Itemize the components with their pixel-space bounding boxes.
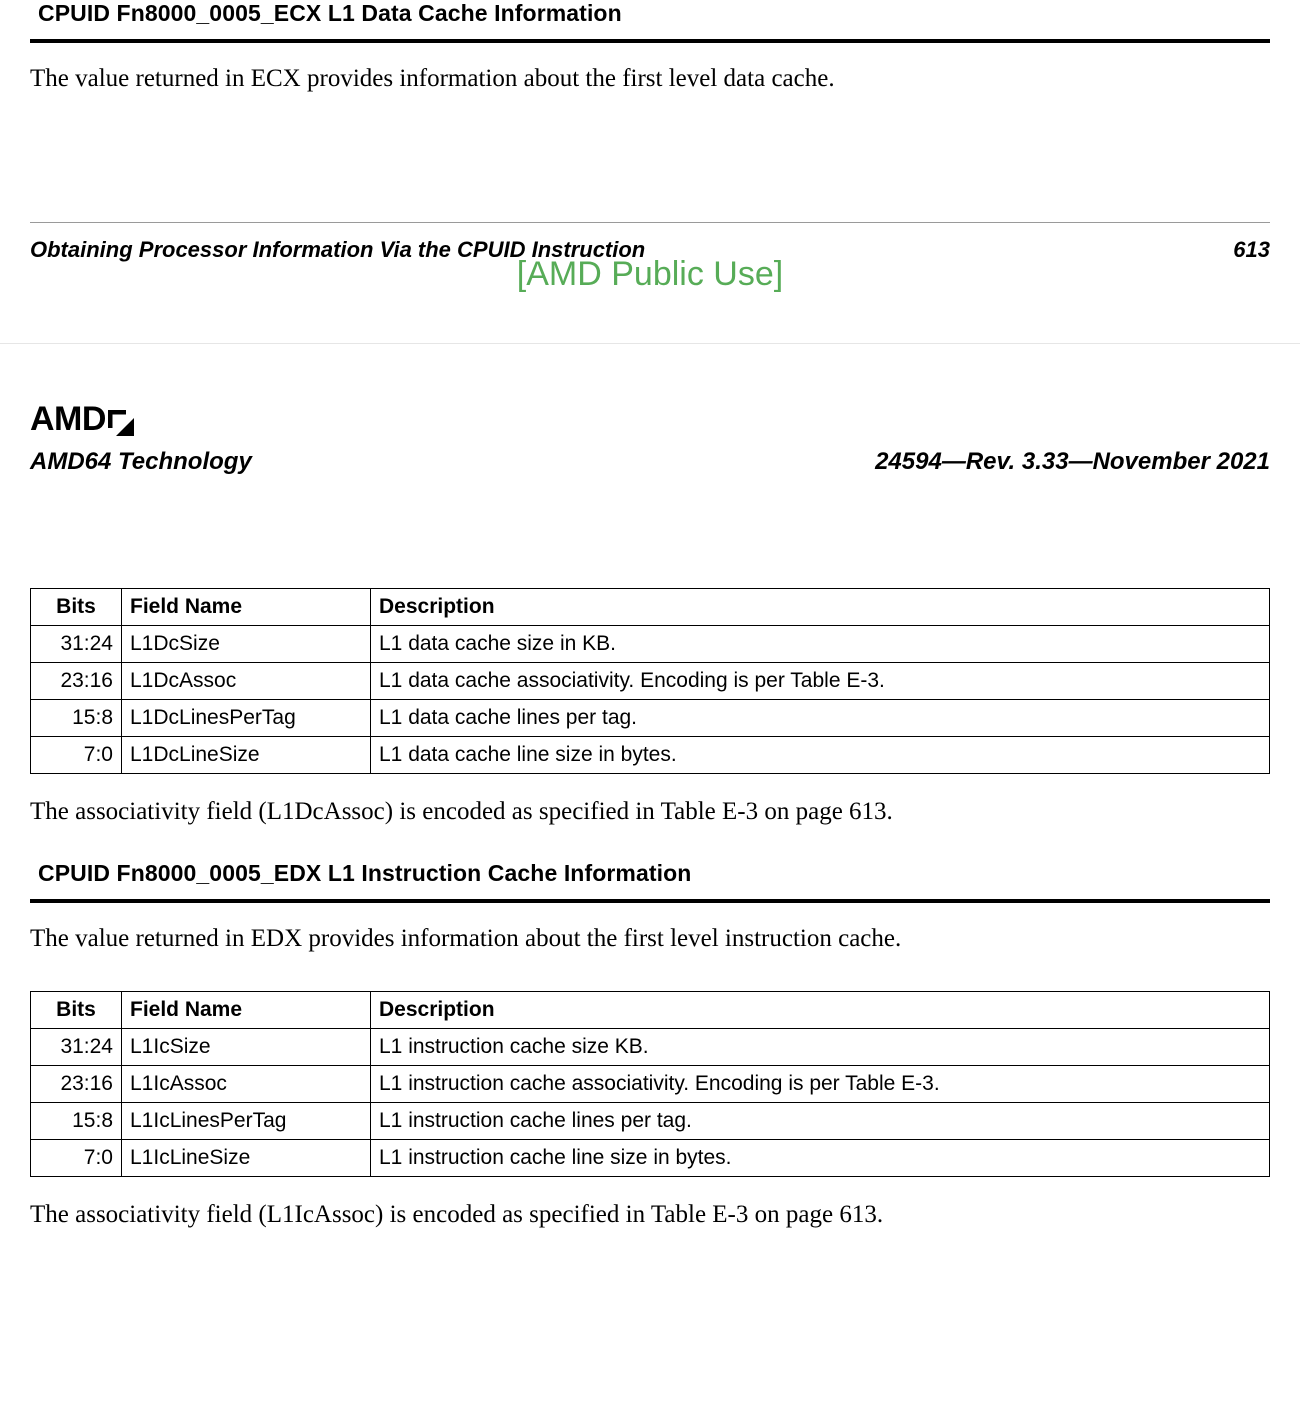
cell-bits: 23:16 <box>31 1065 122 1102</box>
heading-rule <box>30 39 1270 43</box>
table-row <box>31 1028 1270 1065</box>
cell-bits: 7:0 <box>31 1139 122 1176</box>
page-footer <box>30 237 1270 263</box>
cell-bits: 15:8 <box>31 1102 122 1139</box>
cell-field-name: L1IcSize <box>122 1028 371 1065</box>
paragraph-edx-intro: The value returned in EDX provides information about the first level instruction cache. <box>30 925 902 953</box>
heading-rule-2 <box>30 899 1270 903</box>
spacer-3 <box>0 476 1300 552</box>
watermark-text: [AMD Public Use] <box>516 255 784 294</box>
column-header-field-name: Field Name <box>122 991 371 1028</box>
table-row <box>31 737 1270 774</box>
cell-field-name: L1IcAssoc <box>122 1065 371 1102</box>
spacer-2 <box>0 263 1300 325</box>
cell-field-name: L1IcLineSize <box>122 1139 371 1176</box>
cell-bits: 31:24 <box>31 626 122 663</box>
section-heading-edx <box>30 860 1270 893</box>
note-edx-assoc: The associativity field (L1IcAssoc) is encoded as specified in Table E-3 on page 613. <box>30 1200 884 1228</box>
cell-description: L1 data cache lines per tag. <box>371 700 1270 737</box>
table-header-row <box>31 589 1270 626</box>
cell-description: L1 instruction cache line size in bytes. <box>371 1139 1270 1176</box>
table-edx-fields <box>30 991 1270 1177</box>
amd-arrow-icon <box>108 410 134 436</box>
cell-field-name: L1DcSize <box>122 626 371 663</box>
page-break <box>0 325 1300 344</box>
column-header-description: Description <box>371 589 1270 626</box>
cell-description: L1 instruction cache associativity. Encoding is per Table E-3. <box>371 1065 1270 1102</box>
footer-block <box>0 237 1300 294</box>
table-row <box>31 1102 1270 1139</box>
table-row <box>31 663 1270 700</box>
footer-page-number: 613 <box>1233 237 1270 263</box>
cell-bits: 15:8 <box>31 700 122 737</box>
table-header-row <box>31 991 1270 1028</box>
cell-bits: 23:16 <box>31 663 122 700</box>
cell-description: L1 data cache size in KB. <box>371 626 1270 663</box>
cell-field-name: L1IcLinesPerTag <box>122 1102 371 1139</box>
column-header-description: Description <box>371 991 1270 1028</box>
cell-field-name: L1DcLinesPerTag <box>122 700 371 737</box>
amd-logo-text: AMD <box>30 400 106 439</box>
amd-logo <box>30 400 1300 439</box>
column-header-bits: Bits <box>31 991 122 1028</box>
section-title-edx: CPUID Fn8000_0005_EDX L1 Instruction Cache Information <box>38 860 692 887</box>
table-ecx-fields <box>30 588 1270 774</box>
cell-description: L1 instruction cache size KB. <box>371 1028 1270 1065</box>
cell-bits: 7:0 <box>31 737 122 774</box>
column-header-field-name: Field Name <box>122 589 371 626</box>
cell-description: L1 data cache line size in bytes. <box>371 737 1270 774</box>
footer-rule <box>30 222 1270 223</box>
table-row <box>31 700 1270 737</box>
cell-field-name: L1DcAssoc <box>122 663 371 700</box>
spacer <box>0 94 1300 222</box>
page-header <box>30 448 1270 476</box>
section-heading-ecx <box>30 0 1270 33</box>
cell-description: L1 instruction cache lines per tag. <box>371 1102 1270 1139</box>
cell-description: L1 data cache associativity. Encoding is per Table E-3. <box>371 663 1270 700</box>
header-left: AMD64 Technology <box>30 448 252 476</box>
table-row <box>31 626 1270 663</box>
page-title: CPUID Fn8000_0005_ECX L1 Data Cache Information <box>38 0 622 26</box>
table-row <box>31 1139 1270 1176</box>
header-right: 24594—Rev. 3.33—November 2021 <box>875 448 1270 476</box>
cell-field-name: L1DcLineSize <box>122 737 371 774</box>
note-ecx-assoc: The associativity field (L1DcAssoc) is encoded as specified in Table E-3 on page 613. <box>30 798 893 826</box>
column-header-bits: Bits <box>31 589 122 626</box>
paragraph-ecx-intro: The value returned in ECX provides information about the first level data cache. <box>30 65 835 92</box>
table-row <box>31 1065 1270 1102</box>
cell-bits: 31:24 <box>31 1028 122 1065</box>
footer-title: Obtaining Processor Information Via the CPUID Instruction <box>30 237 646 263</box>
bottom-spacer <box>0 1229 1300 1253</box>
